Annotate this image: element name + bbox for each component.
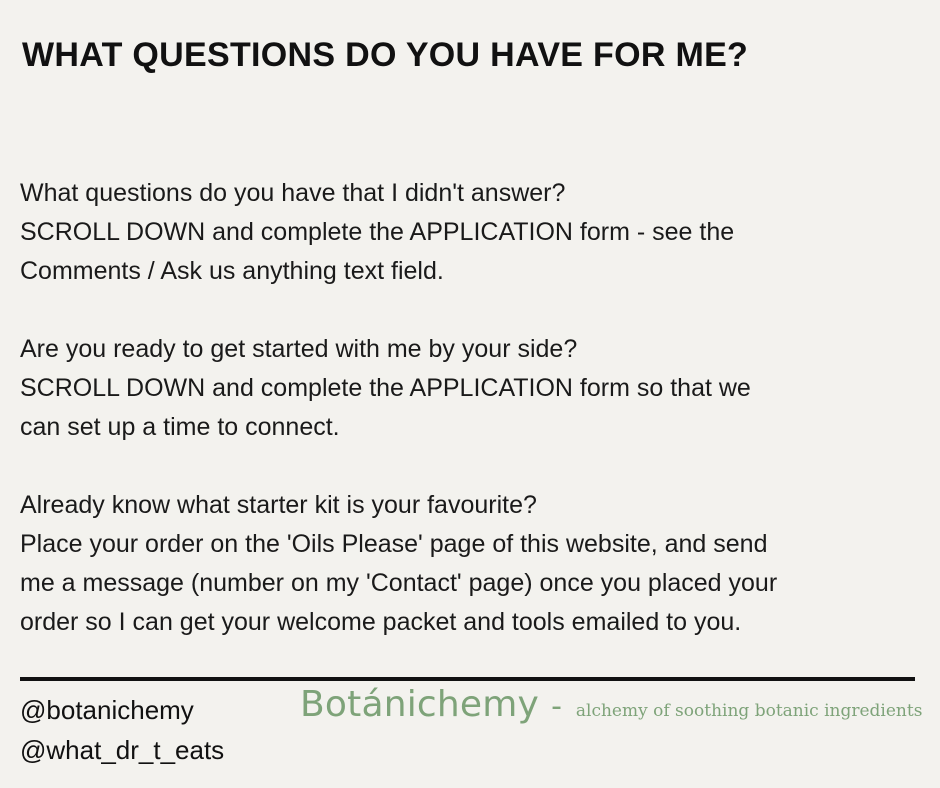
- brand-logo: [300, 684, 922, 725]
- brand-tagline: alchemy of soothing botanic ingredients: [575, 701, 923, 721]
- paragraph-get-started: [20, 330, 920, 447]
- text-line: can set up a time to connect.: [20, 413, 340, 441]
- text-line: me a message (number on my 'Contact' page) once you placed your: [20, 569, 778, 597]
- text-line: SCROLL DOWN and complete the APPLICATION form so that we: [20, 374, 751, 402]
- page-title: WHAT QUESTIONS DO YOU HAVE FOR ME?: [22, 36, 749, 74]
- brand-dash: -: [551, 689, 562, 724]
- body-text: [20, 174, 920, 681]
- footer-divider: [20, 677, 915, 681]
- text-line: What questions do you have that I didn't answer?: [20, 179, 566, 207]
- text-line: Place your order on the 'Oils Please' page of this website, and send: [20, 530, 768, 558]
- text-line: Are you ready to get started with me by your side?: [20, 335, 578, 363]
- social-handles: [20, 690, 224, 770]
- brand-name: Botánichemy: [300, 684, 540, 725]
- text-line: order so I can get your welcome packet and tools emailed to you.: [20, 608, 742, 636]
- text-line: Comments / Ask us anything text field.: [20, 257, 444, 285]
- paragraph-order: [20, 486, 920, 642]
- social-handle-botanichemy: @botanichemy: [20, 695, 194, 725]
- social-handle-what-dr-t-eats: @what_dr_t_eats: [20, 735, 225, 765]
- text-line: SCROLL DOWN and complete the APPLICATION form - see the: [20, 218, 735, 246]
- paragraph-questions: [20, 174, 920, 291]
- text-line: Already know what starter kit is your favourite?: [20, 491, 537, 519]
